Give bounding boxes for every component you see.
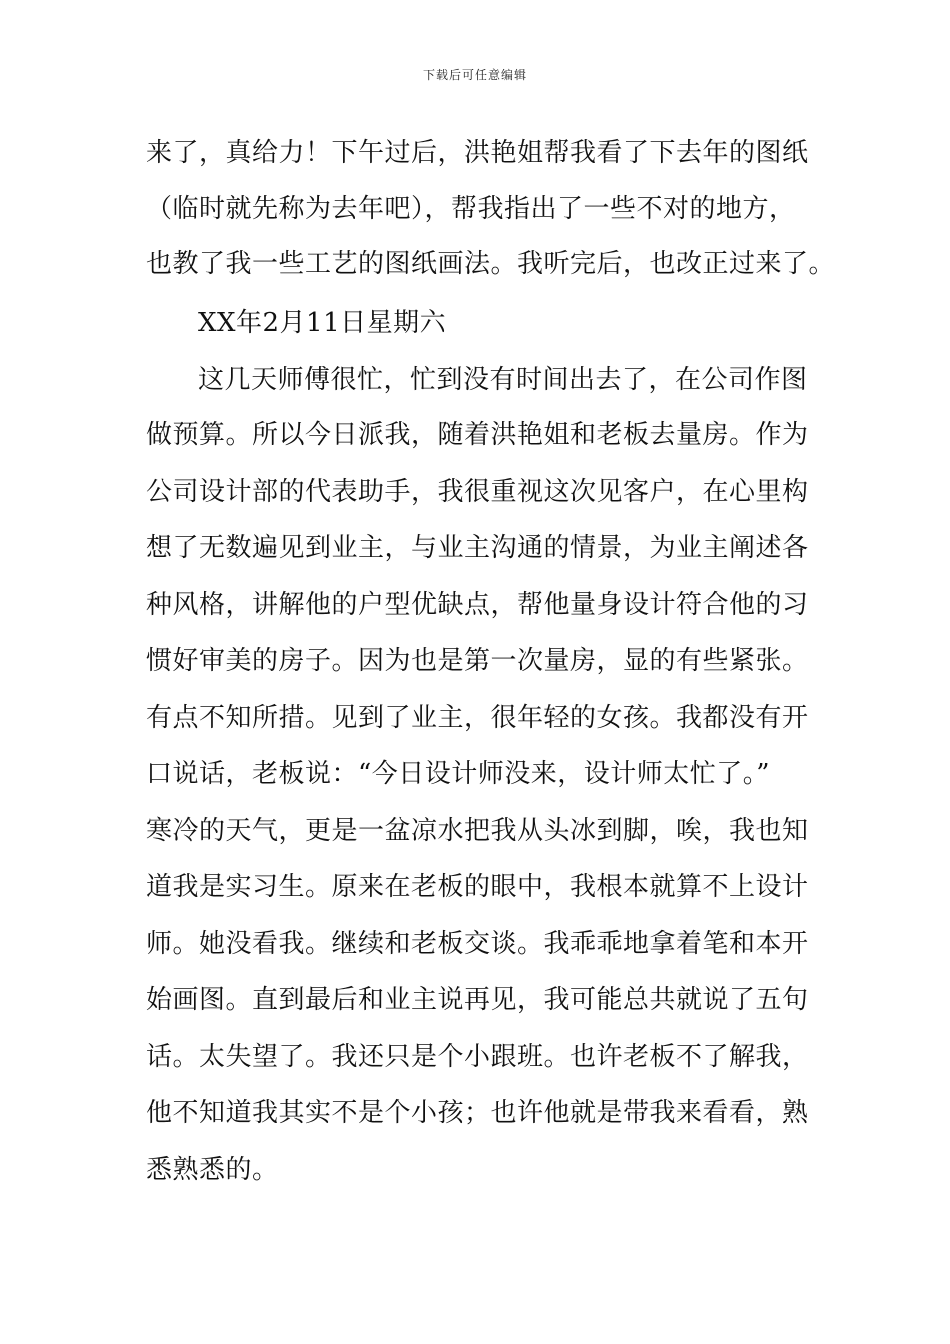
body-line-3: 也教了我一些工艺的图纸画法。我听完后，也改正过来了。 [146, 249, 836, 279]
body-line-11: 有点不知所措。见到了业主，很年轻的女孩。我都没有开 [146, 703, 809, 733]
page-header: 下载后可任意编辑 [422, 68, 527, 82]
body-line-13: 寒冷的天气，更是一盆凉水把我从头冰到脚，唉，我也知 [146, 816, 809, 846]
body-line-16: 始画图。直到最后和业主说再见，我可能总共就说了五句 [146, 985, 809, 1015]
body-line-8: 想了无数遍见到业主，与业主沟通的情景，为业主阐述各 [146, 533, 809, 563]
body-line-2: （临时就先称为去年吧），帮我指出了一些不对的地方， [146, 194, 796, 224]
body-line-15: 师。她没看我。继续和老板交谈。我乖乖地拿着笔和本开 [146, 929, 809, 959]
body-line-12: 口说话，老板说：“今日设计师没来，设计师太忙了。” [146, 759, 771, 789]
body-line-7: 公司设计部的代表助手，我很重视这次见客户，在心里构 [146, 477, 809, 507]
body-line-19: 悉熟悉的。 [146, 1155, 279, 1185]
body-line-9: 种风格，讲解他的户型优缺点，帮他量身设计符合他的习 [146, 590, 809, 620]
body-line-1: 来了，真给力！下午过后，洪艳姐帮我看了下去年的图纸 [146, 138, 809, 168]
body-line-10: 惯好审美的房子。因为也是第一次量房，显的有些紧张。 [146, 646, 809, 676]
body-line-5: 这几天师傅很忙，忙到没有时间出去了，在公司作图 [198, 365, 808, 395]
diary-date-heading: XX年2月11日星期六 [198, 308, 447, 338]
body-line-17: 话。太失望了。我还只是个小跟班。也许老板不了解我， [146, 1042, 809, 1072]
body-line-18: 他不知道我其实不是个小孩；也许他就是带我来看看，熟 [146, 1098, 809, 1128]
body-line-6: 做预算。所以今日派我，随着洪艳姐和老板去量房。作为 [146, 420, 809, 450]
body-line-14: 道我是实习生。原来在老板的眼中，我根本就算不上设计 [146, 872, 809, 902]
